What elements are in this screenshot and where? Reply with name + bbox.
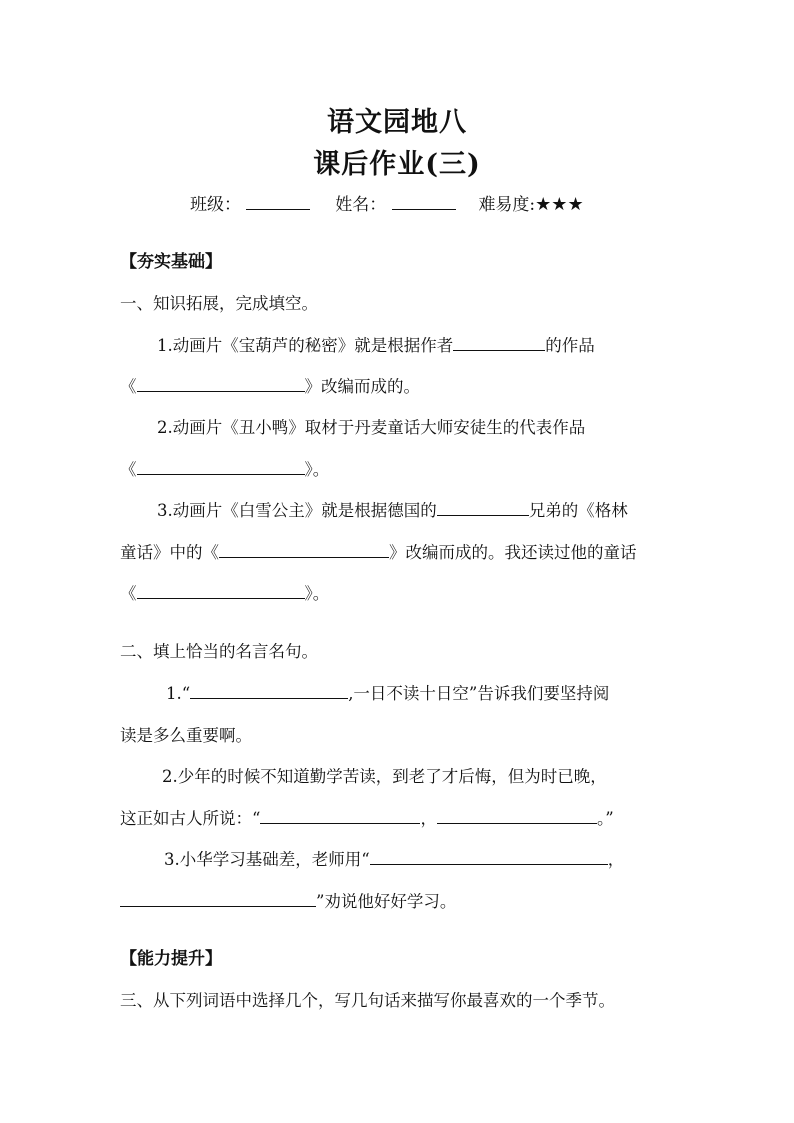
class-blank[interactable] bbox=[246, 195, 310, 210]
q2-item3-line2 bbox=[120, 888, 456, 912]
q1-item3-text-b: 兄弟的《格林 bbox=[528, 501, 628, 520]
q2-item3-text-a: 3.小华学习基础差，老师用“ bbox=[164, 850, 370, 869]
q2-item1-quote-blank[interactable] bbox=[190, 684, 348, 699]
q1-heading: 一、知识拓展，完成填空。 bbox=[120, 294, 318, 313]
q2-item3-quote-blank-1[interactable] bbox=[370, 850, 608, 865]
q2-item1-line2: 读是多么重要啊。 bbox=[120, 726, 252, 745]
q2-item1-text-a: 1.“ bbox=[166, 684, 191, 703]
q1-item2-text-c: 《 bbox=[120, 460, 137, 479]
difficulty-label: 难易度: bbox=[478, 195, 536, 215]
q2-item2-line2 bbox=[120, 805, 614, 829]
page-title: 语文园地八 bbox=[327, 107, 467, 138]
section-ability-heading: 【能力提升】 bbox=[120, 949, 222, 969]
name-label: 姓名： bbox=[335, 195, 387, 215]
q1-item3-text-f: 》。 bbox=[304, 584, 330, 603]
q1-item1-text-a: 1.动画片《宝葫芦的秘密》就是根据作者 bbox=[157, 336, 454, 355]
q2-item3-text-b: ， bbox=[607, 850, 625, 869]
q1-item1-text-c: 《 bbox=[120, 377, 137, 396]
q2-heading: 二、填上恰当的名言名句。 bbox=[120, 642, 318, 661]
q2-item3-line1 bbox=[164, 846, 624, 870]
q2-item1-text-b: ,一日不读十日空”告诉我们要坚持阅 bbox=[348, 684, 610, 703]
q1-item1-text-d: 》改编而成的。 bbox=[304, 377, 420, 396]
name-blank[interactable] bbox=[392, 195, 456, 210]
q3-heading: 三、从下列词语中选择几个，写几句话来描写你最喜欢的一个季节。 bbox=[120, 991, 615, 1010]
q1-item1-text-b: 的作品 bbox=[545, 336, 595, 355]
page-subtitle: 课后作业(三) bbox=[313, 149, 481, 180]
q1-item1-line2 bbox=[120, 373, 420, 397]
q1-item1-line1 bbox=[157, 332, 595, 356]
q1-item2-line1: 2.动画片《丑小鸭》取材于丹麦童话大师安徒生的代表作品 bbox=[157, 418, 586, 437]
q2-item3-text-c: ”劝说他好好学习。 bbox=[316, 892, 457, 911]
q1-item3-read-blank[interactable] bbox=[137, 584, 305, 599]
q1-item3-text-e: 《 bbox=[120, 584, 137, 603]
section-basic-heading: 【夯实基础】 bbox=[120, 252, 222, 272]
q2-item2-line1: 2.少年的时候不知道勤学苦读，到老了才后悔，但为时已晚， bbox=[162, 767, 607, 786]
q1-item3-text-c: 童话》中的《 bbox=[120, 543, 219, 562]
q2-item2-quote-blank-2[interactable] bbox=[437, 809, 597, 824]
q1-item2-line2 bbox=[120, 456, 329, 480]
q2-item2-text-d: 。” bbox=[596, 809, 614, 828]
difficulty-stars: ★★★ bbox=[535, 194, 584, 215]
q2-item2-text-c: ， bbox=[420, 809, 437, 828]
q2-item3-quote-blank-2[interactable] bbox=[120, 892, 316, 907]
q1-item1-author-blank[interactable] bbox=[453, 336, 545, 351]
q1-item3-line3 bbox=[120, 580, 329, 604]
student-info-row bbox=[190, 190, 584, 215]
q1-item3-story-blank[interactable] bbox=[219, 543, 389, 558]
q1-item3-surname-blank[interactable] bbox=[437, 501, 529, 516]
q1-item2-text-d: 》。 bbox=[304, 460, 330, 479]
q2-item2-text-b: 这正如古人所说：“ bbox=[120, 809, 261, 828]
class-label: 班级： bbox=[190, 195, 241, 215]
q1-item3-line1 bbox=[157, 497, 628, 521]
q2-item1-line1 bbox=[166, 680, 609, 704]
q1-item1-work-blank[interactable] bbox=[137, 377, 305, 392]
q1-item3-text-d: 》改编而成的。我还读过他的童话 bbox=[389, 543, 637, 562]
q1-item3-line2 bbox=[120, 539, 637, 563]
q1-item3-text-a: 3.动画片《白雪公主》就是根据德国的 bbox=[157, 501, 437, 520]
q2-item2-quote-blank-1[interactable] bbox=[260, 809, 420, 824]
q1-item2-work-blank[interactable] bbox=[137, 460, 305, 475]
